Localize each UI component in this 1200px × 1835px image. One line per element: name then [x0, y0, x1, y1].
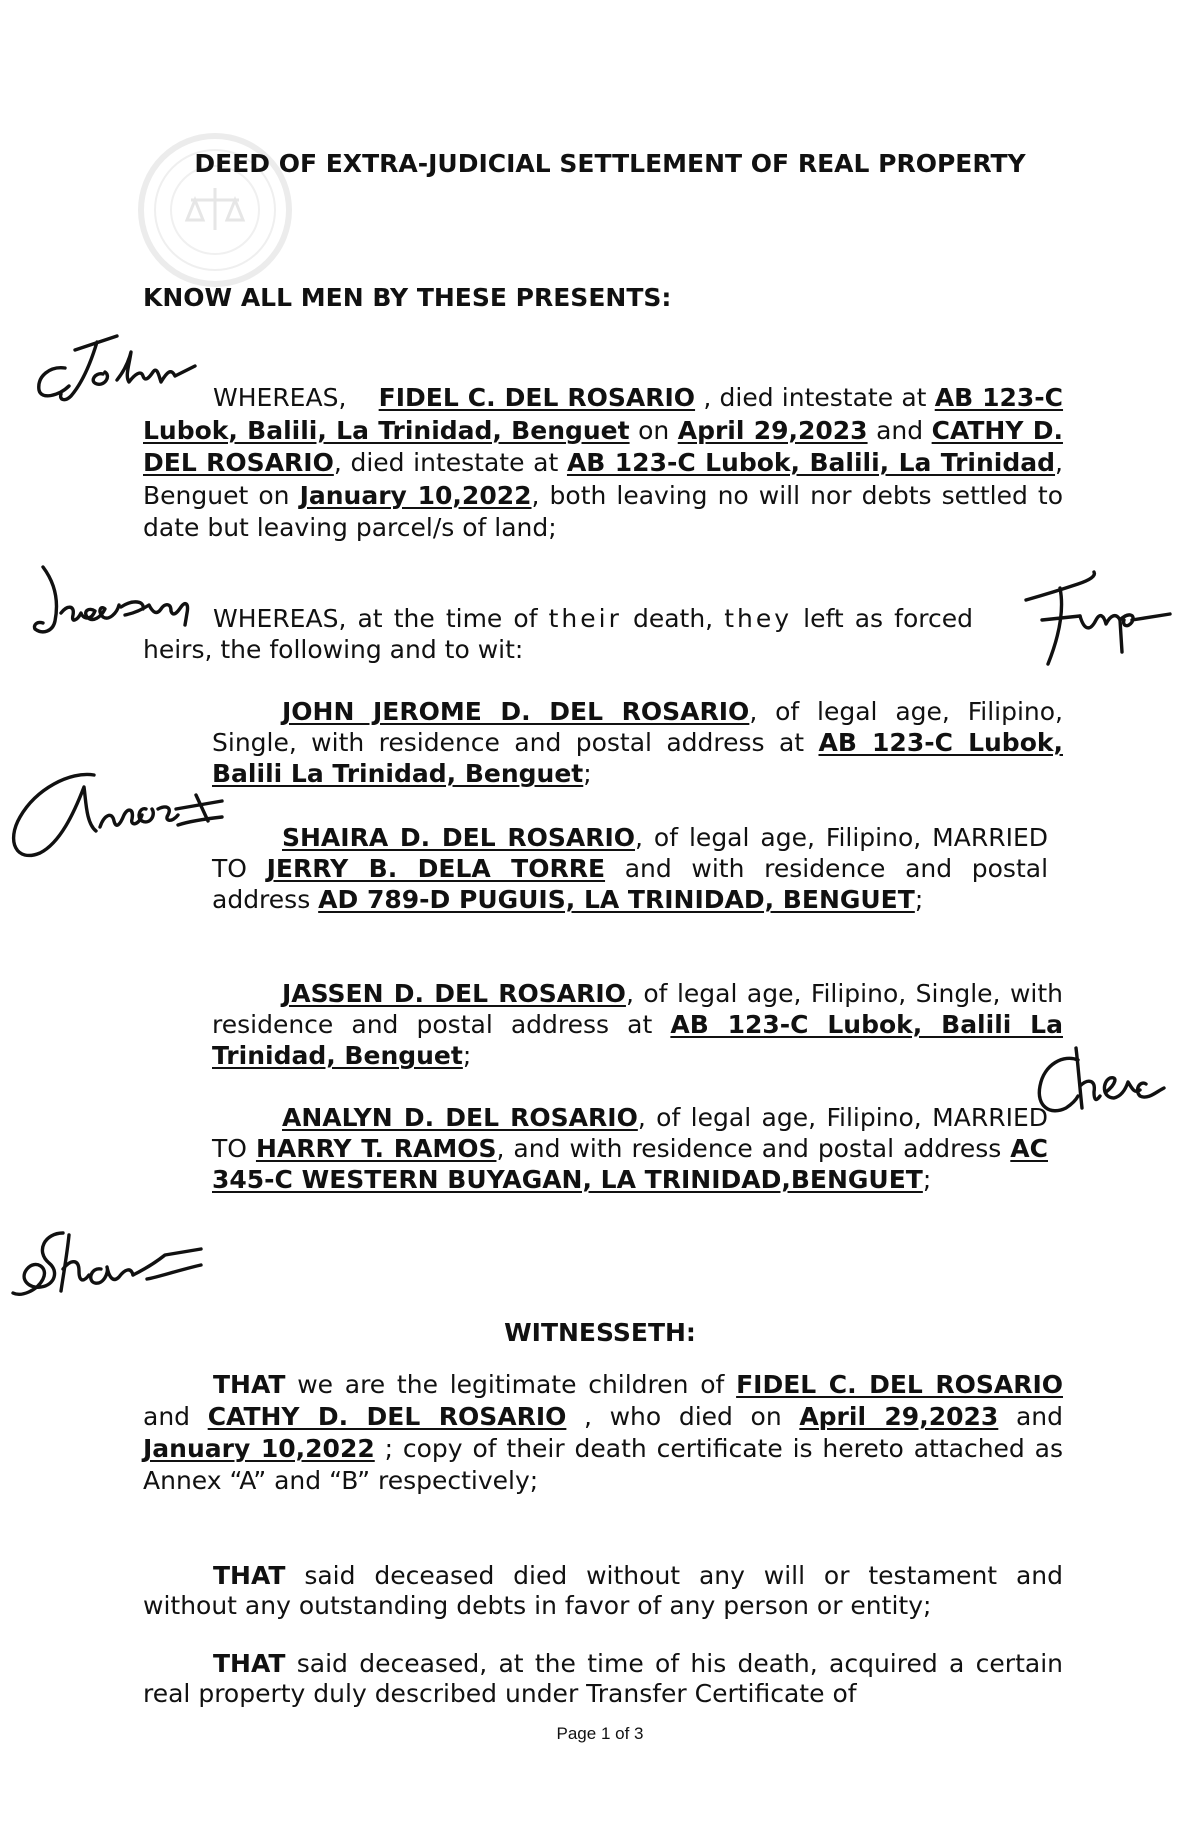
- witnesseth-heading: WITNESSETH:: [504, 1318, 696, 1347]
- decedent-father-name: FIDEL C. DEL ROSARIO: [378, 383, 696, 412]
- decedent-mother-name: CATHY D. DEL ROSARIO: [143, 415, 1063, 477]
- signature-shaira: [5, 1225, 220, 1315]
- heir-details: , of legal age, Filipino, Single, with residence and postal address at: [212, 979, 1063, 1039]
- heir-name: SHAIRA D. DEL ROSARIO: [282, 823, 636, 852]
- signature-john: [25, 330, 225, 410]
- parent-father-name: FIDEL C. DEL ROSARIO: [736, 1370, 1063, 1399]
- that-keyword: THAT: [213, 1649, 286, 1678]
- intro-heading: KNOW ALL MEN BY THESE PRESENTS:: [143, 283, 672, 312]
- heir-name: ANALYN D. DEL ROSARIO: [282, 1103, 638, 1132]
- that-keyword: THAT: [213, 1561, 286, 1590]
- p2-their: their: [548, 604, 622, 633]
- heir-details: , of legal age, Filipino, MARRIED TO: [212, 1103, 1048, 1163]
- p1-text-2: on: [638, 415, 670, 445]
- heir-entry: [212, 978, 1063, 1071]
- w2-text: said deceased died without any will or testament and without any outstanding debts in favor of any person or entity;: [143, 1561, 1063, 1620]
- that-keyword: THAT: [213, 1370, 286, 1399]
- heir-spouse-name: JERRY B. DELA TORRE: [266, 854, 606, 883]
- heir-details-2: , and with residence and postal address: [496, 1134, 1002, 1163]
- w1-text-4: and: [1015, 1402, 1063, 1431]
- heir-details-2: and with residence and postal address: [212, 854, 1049, 914]
- heir-entry: [212, 696, 1063, 789]
- heir-name: JOHN JEROME D. DEL ROSARIO: [282, 697, 750, 726]
- p1-text-5: , Benguet on: [143, 448, 1063, 510]
- w1-text-3: , who died on: [584, 1402, 782, 1431]
- heir-spouse-name: HARRY T. RAMOS: [255, 1134, 497, 1163]
- p1-text-3: and: [876, 415, 924, 445]
- heir-details: , of legal age, Filipino, MARRIED TO: [212, 823, 1048, 883]
- signature-analyn: [0, 765, 240, 880]
- heir-address: AC 345-C WESTERN BUYAGAN, LA TRINIDAD,BENGUET: [212, 1134, 1048, 1194]
- heir-punctuation: ;: [914, 885, 924, 914]
- heir-details: , of legal age, Filipino, Single, with residence and postal address at: [212, 697, 1063, 757]
- p1-whereas: WHEREAS,: [213, 383, 347, 412]
- heir-punctuation: ;: [922, 1165, 932, 1194]
- that-paragraph-2: [143, 1561, 1063, 1621]
- p2-text-1: WHEREAS, at the time of: [213, 604, 538, 633]
- decedent-mother-death-date: January 10,2022: [299, 480, 532, 510]
- signature-fidel: [1020, 560, 1185, 675]
- p1-text-1: , died intestate at: [703, 383, 927, 412]
- father-death-date: April 29,2023: [799, 1402, 999, 1431]
- heir-entry: [212, 1102, 1048, 1195]
- p1-text-6: , both leaving no will nor debts settled to date but leaving parcel/s of land;: [143, 480, 1063, 542]
- w3-text: said deceased, at the time of his death, acquired a certain real property duly described under Transfer Certificate of: [143, 1649, 1063, 1708]
- p2-they: they: [724, 604, 793, 633]
- heir-name: JASSEN D. DEL ROSARIO: [282, 979, 626, 1008]
- mother-death-date: January 10,2022: [143, 1434, 375, 1463]
- page-number-footer: Page 1 of 3: [556, 1724, 644, 1743]
- decedent-mother-address: AB 123-C Lubok, Balili, La Trinidad: [566, 448, 1056, 477]
- heir-address: AB 123-C Lubok, Balili La Trinidad, Benguet: [212, 728, 1063, 788]
- parent-mother-name: CATHY D. DEL ROSARIO: [207, 1402, 567, 1431]
- that-paragraph-1: [143, 1369, 1063, 1497]
- document-title: DEED OF EXTRA-JUDICIAL SETTLEMENT OF REAL PROPERTY: [194, 149, 1026, 178]
- p1-text-4: , died intestate at: [333, 448, 559, 477]
- decedent-father-address: AB 123-C Lubok, Balili, La Trinidad, Benguet: [143, 383, 1064, 445]
- p2-text-3: left as forced heirs, the following and to wit:: [143, 604, 973, 664]
- whereas-paragraph-1: [143, 382, 1063, 545]
- heir-address: AD 789-D PUGUIS, LA TRINIDAD, BENGUET: [318, 885, 915, 914]
- that-paragraph-3: [143, 1649, 1063, 1709]
- signature-chen: [1030, 1040, 1175, 1135]
- w1-text-5: ; copy of their death certificate is hereto attached as Annex “A” and “B” respectively;: [143, 1434, 1063, 1495]
- heir-address: AB 123-C Lubok, Balili La Trinidad, Benguet: [212, 1010, 1063, 1070]
- decedent-father-death-date: April 29,2023: [677, 415, 868, 445]
- w1-text-2: and: [143, 1402, 191, 1431]
- heir-punctuation: ;: [462, 1041, 472, 1070]
- heir-punctuation: ;: [583, 759, 592, 788]
- whereas-paragraph-2: [143, 603, 973, 665]
- w1-text-1: we are the legitimate children of: [297, 1370, 725, 1399]
- signature-jassen: [25, 565, 210, 650]
- p2-text-2: death,: [632, 604, 714, 633]
- heir-entry: [212, 822, 1048, 915]
